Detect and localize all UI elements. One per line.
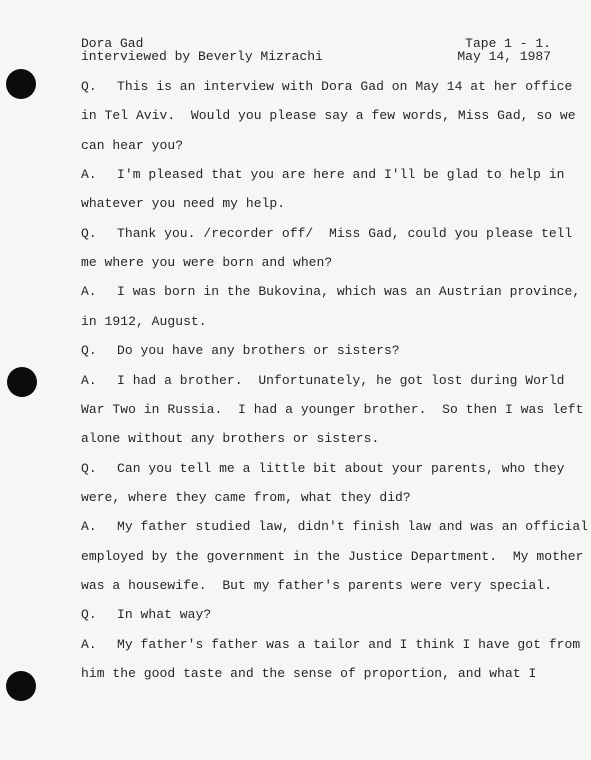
line-text: I'm pleased that you are here and I'll be glad to help in [117,167,565,183]
line-text: I was born in the Bukovina, which was an Austrian province, [117,284,581,300]
transcript-line [81,79,572,95]
line-text: in 1912, August. [81,313,207,329]
speaker-marker: Q. [81,79,97,94]
speaker-marker: Q. [81,607,97,623]
transcript-line [81,108,576,124]
line-text: me where you were born and when? [81,255,333,271]
punch-hole [7,367,37,397]
speaker-marker: Q. [81,225,97,241]
transcript-line [81,373,565,389]
transcript-line [81,167,565,183]
transcript-header [81,37,551,63]
transcript-line [81,666,536,682]
line-text: in Tel Aviv. Would you please say a few words, Miss Gad, so we [81,108,576,124]
transcript-line [81,431,379,447]
line-text: My father's father was a tailor and I think I have got from [117,636,581,652]
transcript-line [81,549,583,565]
interview-date: May 14, 1987 [457,49,551,64]
transcript-line [81,519,588,535]
line-text: Can you tell me a little bit about your parents, who they [117,460,565,476]
interviewer-credit: interviewed by Beverly Mizrachi [81,49,323,64]
line-text: I had a brother. Unfortunately, he got lost during World [117,372,565,388]
line-text: Do you have any brothers or sisters? [117,343,400,359]
speaker-marker: A. [81,519,97,535]
transcript-line [81,314,207,330]
punch-hole [6,671,36,701]
line-text: can hear you? [81,137,184,153]
line-text: employed by the government in the Justice Department. My mother [81,548,584,564]
transcript-line [81,196,285,212]
interviewee-name: Dora Gad [81,36,144,51]
line-text: were, where they came from, what they did? [81,489,411,505]
transcript-line [81,226,572,242]
tape-number: Tape 1 - 1. [465,36,551,51]
line-text: was a housewife. But my father's parents were very special. [81,577,553,593]
line-text: In what way? [117,607,212,623]
transcript-line [81,284,580,300]
line-text: My father studied law, didn't finish law and was an official [117,519,589,535]
transcript-line [81,402,583,418]
speaker-marker: Q. [81,460,97,476]
line-text: This is an interview with Dora Gad on May 14 at her office [117,79,573,94]
transcript-line [81,461,565,477]
punch-hole [6,69,36,99]
transcript-line [81,138,183,154]
line-text: him the good taste and the sense of proportion, and what I [81,666,537,681]
speaker-marker: Q. [81,343,97,359]
speaker-marker: A. [81,167,97,183]
transcript-line [81,255,332,271]
line-text: alone without any brothers or sisters. [81,431,380,447]
transcript-line [81,578,552,594]
speaker-marker: A. [81,636,97,652]
transcript-line [81,607,211,623]
speaker-marker: A. [81,372,97,388]
transcript-line [81,637,580,653]
speaker-marker: A. [81,284,97,300]
line-text: Thank you. /recorder off/ Miss Gad, could you please tell [117,225,573,241]
line-text: War Two in Russia. I had a younger brother. So then I was left [81,401,584,417]
line-text: whatever you need my help. [81,196,286,212]
transcript-line [81,490,411,506]
transcript-line [81,343,400,359]
